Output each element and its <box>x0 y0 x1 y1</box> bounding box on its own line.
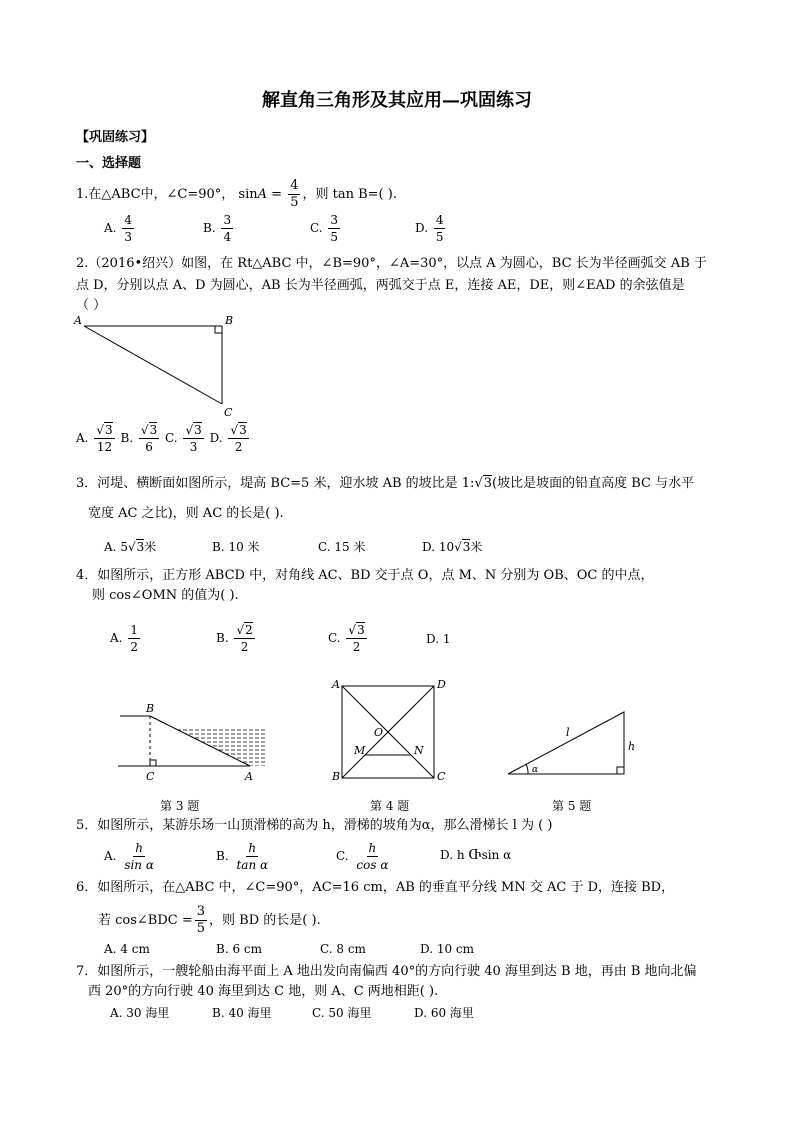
q1-option-b[interactable]: B. $\frac{3}{4}$ <box>203 213 232 244</box>
q6-line-1: 6．如图所示，在△ABC 中，∠C=90°，AC=16 cm，AB 的垂直平分线 MN 交 AC 于 D，连接 BD， <box>76 880 675 895</box>
q2-line-1: 2.（2016•绍兴）如图，在 Rt△ABC 中，∠B=90°，∠A=30°，以点 A 为圆心，BC 长为半径画弧交 AB 于 <box>76 256 707 271</box>
q3-line-1: 3．河堤、横断面如图所示，堤高 BC=5 米，迎水坡 AB 的坡比是 1:√3(坡比是坡面的铅直高度 BC 与水平 <box>76 476 695 491</box>
q2-fig-right-angle <box>215 326 222 333</box>
q1-option-c[interactable]: C. $\frac{3}{5}$ <box>310 213 339 244</box>
figure-4 <box>330 678 450 790</box>
q1-fraction: $\frac{4}{5}$ <box>290 178 299 210</box>
q5-line-1: 5．如图所示，某游乐场一山顶滑梯的高为 h，滑梯的坡角为α，那么滑梯长 l 为 ( ) <box>76 818 553 833</box>
q3-option-b[interactable]: B. 10 米 <box>212 540 260 554</box>
q2-option-b[interactable]: B. $\frac{√3}{6}$ <box>120 423 158 454</box>
fig3-label-a: A <box>245 770 253 783</box>
q4-option-a[interactable]: A. $\frac{1}{2}$ <box>110 623 138 654</box>
q6-option-b[interactable]: B. 6 cm <box>216 942 262 956</box>
q7-option-d[interactable]: D. 60 海里 <box>414 1006 474 1020</box>
fig3-label-c: C <box>146 770 155 783</box>
page-title: 解直角三角形及其应用—巩固练习 <box>262 90 532 111</box>
fig3-label-b: B <box>146 702 155 715</box>
q6-option-a[interactable]: A. 4 cm <box>104 942 150 956</box>
figure-3-caption: 第 3 题 <box>160 799 200 813</box>
q4-line-1: 4．如图所示，正方形 ABCD 中，对角线 AC、BD 交于点 O，点 M、N 分别为 OB、OC 的中点， <box>76 568 654 583</box>
q5-option-d[interactable]: D. h Ⴇsin α <box>440 848 512 862</box>
q6-line-2: 若 cos∠BDC = $\frac{3}{5}$ ，则 BD 的长是( ). <box>98 904 321 936</box>
figure-5-caption: 第 5 题 <box>552 799 592 813</box>
fig4-label-c: C <box>437 770 446 783</box>
fig5-angle-arc <box>526 764 528 774</box>
q1-stem-post: ，则 tan B=( ). <box>302 187 397 202</box>
q2-fig-label-b: B <box>225 314 234 327</box>
q2-options <box>76 422 251 455</box>
q6-option-d[interactable]: D. 10 cm <box>420 942 475 956</box>
q2-line-3: （ ） <box>76 298 107 313</box>
fig5-right-angle <box>617 767 624 774</box>
q2-fig-label-a: A <box>74 314 82 327</box>
q7-option-c[interactable]: C. 50 海里 <box>312 1006 372 1020</box>
q2-fig-label-c: C <box>224 406 233 419</box>
fig5-label-h: h <box>628 740 636 753</box>
section-tag: 【巩固练习】 <box>76 130 155 145</box>
q1-option-d[interactable]: D. $\frac{4}{5}$ <box>415 213 444 244</box>
q3-option-c[interactable]: C. 15 米 <box>318 540 366 554</box>
q7-line-2: 西 20°的方向行驶 40 海里到达 C 地，则 A、C 两地相距( ). <box>88 984 439 999</box>
q4-option-c[interactable]: C. $\frac{√3}{2}$ <box>328 623 365 654</box>
fig4-label-m: M <box>354 744 366 757</box>
fig4-label-a: A <box>332 678 340 691</box>
figure-3 <box>118 700 278 790</box>
figure-4-caption: 第 4 题 <box>370 799 410 813</box>
fig4-label-o: O <box>374 726 384 739</box>
q5-option-c[interactable]: C. $\frac{h}{\text{cos α}}$ <box>336 841 389 872</box>
question-1 <box>76 178 397 211</box>
figure-5 <box>504 706 634 780</box>
q1-option-a[interactable]: A. $\frac{4}{3}$ <box>104 213 132 244</box>
q3-option-d[interactable]: D. 10√3米 <box>422 540 483 554</box>
fig5-label-l: l <box>566 726 570 739</box>
q7-option-a[interactable]: A. 30 海里 <box>110 1006 170 1020</box>
q4-option-d[interactable]: D. 1 <box>426 632 451 646</box>
q5-option-a[interactable]: A. $\frac{h}{\text{sin α}}$ <box>104 841 154 872</box>
q5-option-b[interactable]: B. $\frac{h}{\text{tan α}}$ <box>216 841 269 872</box>
q6-option-c[interactable]: C. 8 cm <box>320 942 366 956</box>
q4-line-2: 则 cos∠OMN 的值为( ). <box>92 588 239 603</box>
fig4-label-d: D <box>437 678 446 691</box>
fig5-triangle <box>508 712 624 774</box>
q1-stem-pre: 1.在△ABC中，∠C=90°， sin <box>76 187 258 202</box>
fig4-label-n: N <box>414 744 424 757</box>
section-heading: 一、选择题 <box>76 156 142 171</box>
q2-option-c[interactable]: C. $\frac{√3}{3}$ <box>165 423 202 454</box>
fig5-label-alpha: α <box>532 765 539 775</box>
q7-option-b[interactable]: B. 40 海里 <box>212 1006 272 1020</box>
q2-fig-side-ac <box>84 326 222 404</box>
q1-var: A <box>257 187 268 202</box>
q2-option-a[interactable]: A. $\frac{√3}{12}$ <box>76 423 113 454</box>
fig3-right-angle <box>150 760 156 766</box>
q2-figure <box>70 312 250 422</box>
q1-eq: = <box>267 187 287 202</box>
q7-line-1: 7．如图所示，一艘轮船由海平面上 A 地出发向南偏西 40°的方向行驶 40 海里到达 B 地，再由 B 地向北偏 <box>76 964 697 979</box>
q4-option-b[interactable]: B. $\frac{√2}{2}$ <box>216 623 253 654</box>
q3-option-a[interactable]: A. 5√3米 <box>104 540 157 554</box>
fig4-label-b: B <box>332 770 341 783</box>
q3-line-2: 宽度 AC 之比)，则 AC 的长是( ). <box>88 506 284 521</box>
q2-option-d[interactable]: D. $\frac{√3}{2}$ <box>209 423 247 454</box>
q2-line-2: 点 D，分别以点 A、D 为圆心，AB 长为半径画弧，两弧交于点 E，连接 AE，DE，则∠EAD 的余弦值是 <box>76 278 685 293</box>
fig3-water <box>173 727 266 766</box>
